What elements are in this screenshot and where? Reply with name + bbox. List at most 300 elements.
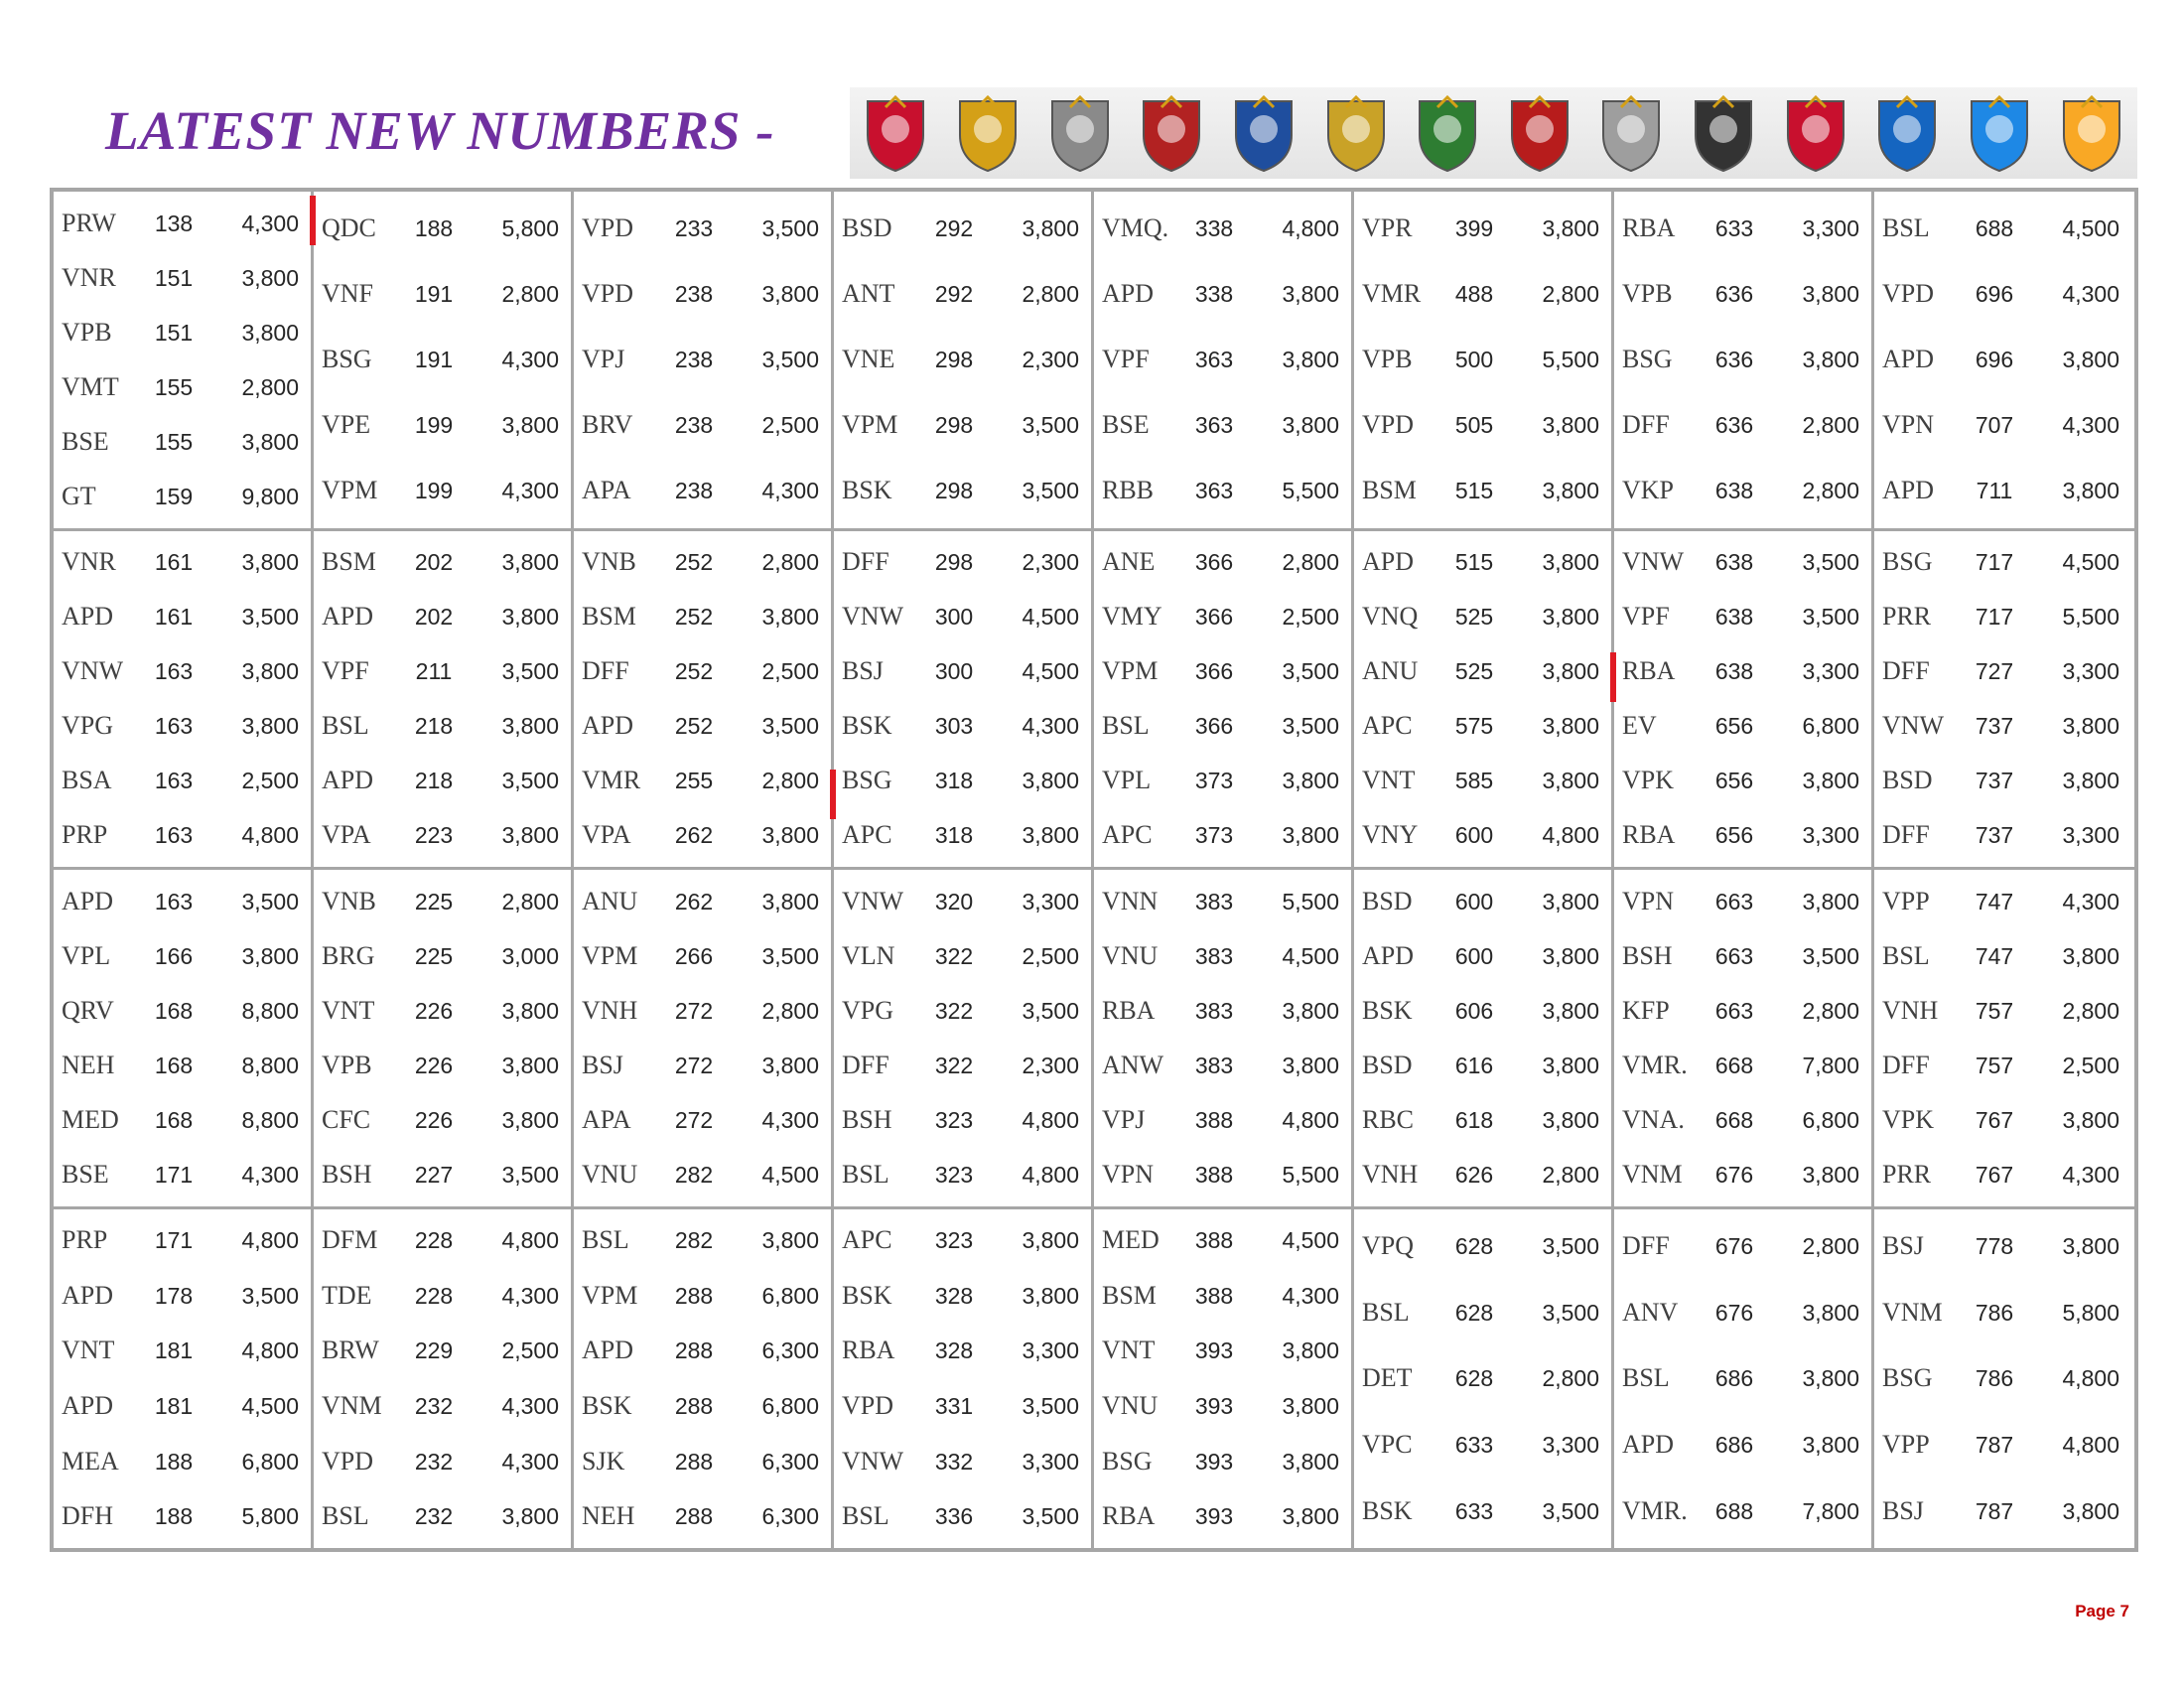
- plate-price: 3,500: [1542, 1497, 1599, 1524]
- plate-number: 585: [1454, 768, 1494, 794]
- plate-prefix: BSG: [1882, 1363, 1933, 1393]
- plate-entry: [314, 985, 571, 1037]
- plate-price: 2,800: [761, 768, 819, 794]
- plate-price: 4,500: [1022, 604, 1079, 631]
- plate-prefix: PRR: [1882, 602, 1932, 632]
- plate-entry: [1614, 1220, 1871, 1272]
- plate-prefix: MEA: [62, 1446, 119, 1476]
- plate-price: 3,500: [241, 888, 299, 914]
- plate-price: 2,800: [241, 373, 299, 400]
- plate-entry: [1094, 399, 1351, 451]
- plate-number: 737: [1975, 768, 2014, 794]
- plate-block: [834, 192, 1094, 531]
- plate-number: 166: [154, 942, 194, 969]
- plate-entry: [1614, 1149, 1871, 1200]
- plate-number: 618: [1454, 1106, 1494, 1133]
- plate-number: 727: [1975, 658, 2014, 685]
- plate-block: [574, 192, 834, 531]
- plate-price: 3,800: [501, 1503, 559, 1530]
- plate-prefix: PRR: [1882, 1159, 1932, 1189]
- plate-entry: [1874, 591, 2134, 642]
- plate-prefix: APD: [582, 711, 634, 741]
- plate-price: 4,800: [1282, 215, 1339, 242]
- plate-number: 696: [1975, 281, 2014, 308]
- plate-block: [54, 192, 314, 531]
- plate-entry: [574, 755, 831, 806]
- plate-entry: [1094, 1380, 1351, 1432]
- plate-number: 288: [674, 1448, 714, 1475]
- plate-number: 292: [934, 281, 974, 308]
- page-number: Page 7: [2075, 1602, 2129, 1620]
- plate-price: 3,500: [1802, 942, 1859, 969]
- plate-entry: [1094, 591, 1351, 642]
- plate-price: 3,800: [1282, 1052, 1339, 1078]
- plate-number: 181: [154, 1393, 194, 1420]
- plate-price: 6,800: [761, 1282, 819, 1309]
- plate-prefix: VPQ: [1362, 1230, 1415, 1260]
- perlis-crest-icon: [1033, 87, 1126, 179]
- plate-block: [1094, 192, 1354, 531]
- plate-number: 363: [1194, 412, 1234, 439]
- plate-prefix: VNR: [62, 547, 116, 577]
- plate-prefix: VNW: [1882, 711, 1945, 741]
- plate-price: 3,800: [1282, 347, 1339, 373]
- plate-number: 168: [154, 997, 194, 1024]
- plate-price: 2,800: [1802, 1232, 1859, 1259]
- plate-entry: [314, 1436, 571, 1487]
- plate-price: 3,800: [1802, 1299, 1859, 1326]
- plate-prefix: VPG: [62, 711, 114, 741]
- plate-prefix: TDE: [322, 1280, 372, 1310]
- plate-price: 2,500: [2062, 1052, 2119, 1078]
- plate-prefix: VPD: [582, 213, 634, 243]
- plate-number: 163: [154, 888, 194, 914]
- plate-prefix: VNB: [322, 886, 376, 915]
- plate-number: 266: [674, 942, 714, 969]
- plate-entry: [1874, 334, 2134, 385]
- plate-price: 4,800: [2062, 1365, 2119, 1392]
- plate-entry: [1094, 1490, 1351, 1542]
- plate-entry: [1614, 203, 1871, 254]
- plate-number: 787: [1975, 1431, 2014, 1458]
- plate-entry: [834, 809, 1091, 861]
- plate-number: 383: [1194, 942, 1234, 969]
- plate-number: 757: [1975, 997, 2014, 1024]
- plate-number: 155: [154, 428, 194, 455]
- plate-number: 668: [1714, 1052, 1754, 1078]
- plate-entry: [1874, 1094, 2134, 1146]
- plate-number: 199: [414, 412, 454, 439]
- plate-price: 3,800: [1542, 997, 1599, 1024]
- plate-entry: [314, 1380, 571, 1432]
- plate-entry: [574, 930, 831, 982]
- plate-number: 717: [1975, 549, 2014, 576]
- plate-number: 383: [1194, 997, 1234, 1024]
- plate-price: 3,800: [241, 428, 299, 455]
- plate-number: 638: [1714, 549, 1754, 576]
- plate-prefix: BSM: [582, 602, 636, 632]
- plate-number: 228: [414, 1227, 454, 1254]
- plate-number: 229: [414, 1337, 454, 1364]
- plate-entry: [1354, 755, 1611, 806]
- plate-entry: [1094, 268, 1351, 320]
- plate-price: 8,800: [241, 1106, 299, 1133]
- plate-price: 9,800: [241, 483, 299, 509]
- plate-entry: [54, 1094, 311, 1146]
- plate-number: 288: [674, 1503, 714, 1530]
- plate-price: 3,800: [1542, 1106, 1599, 1133]
- plate-entry: [1614, 465, 1871, 516]
- plate-entry: [1354, 1352, 1611, 1404]
- plate-prefix: VMY: [1102, 602, 1162, 632]
- plate-block: [574, 531, 834, 871]
- plate-price: 4,300: [2062, 888, 2119, 914]
- plate-price: 2,800: [1802, 478, 1859, 504]
- plate-price: 3,800: [1282, 1503, 1339, 1530]
- plate-price: 5,800: [501, 215, 559, 242]
- plate-price: 3,800: [501, 412, 559, 439]
- plate-number: 656: [1714, 768, 1754, 794]
- plate-number: 226: [414, 1106, 454, 1133]
- plate-price: 6,300: [761, 1448, 819, 1475]
- plate-prefix: APC: [1102, 820, 1153, 850]
- plate-price: 3,800: [761, 1052, 819, 1078]
- plate-price: 3,800: [501, 1106, 559, 1133]
- plate-entry: [54, 471, 311, 522]
- plate-number: 328: [934, 1282, 974, 1309]
- plate-prefix: BSG: [322, 345, 372, 374]
- plate-price: 4,300: [501, 1282, 559, 1309]
- plate-entry: [54, 876, 311, 927]
- plate-price: 2,500: [1282, 604, 1339, 631]
- plate-prefix: BRG: [322, 940, 375, 970]
- plate-price: 3,800: [241, 713, 299, 740]
- plate-number: 636: [1714, 281, 1754, 308]
- plate-price: 3,800: [241, 549, 299, 576]
- plate-number: 238: [674, 412, 714, 439]
- plate-number: 223: [414, 822, 454, 849]
- plate-prefix: DFF: [842, 1050, 889, 1079]
- plate-prefix: VPB: [1622, 279, 1673, 309]
- plate-price: 3,800: [761, 604, 819, 631]
- plate-price: 4,300: [2062, 1161, 2119, 1188]
- plate-prefix: KFP: [1622, 995, 1670, 1025]
- plate-block: [1094, 1209, 1354, 1549]
- plate-price: 4,500: [1282, 1227, 1339, 1254]
- plate-block: [314, 192, 574, 531]
- plate-entry: [314, 1094, 571, 1146]
- plate-number: 161: [154, 549, 194, 576]
- plate-number: 332: [934, 1448, 974, 1475]
- plate-number: 628: [1454, 1299, 1494, 1326]
- plate-price: 3,800: [1022, 768, 1079, 794]
- plate-prefix: VNT: [1362, 766, 1416, 795]
- plate-entry: [574, 1490, 831, 1542]
- plate-price: 3,800: [2062, 1106, 2119, 1133]
- plate-entry: [54, 198, 311, 249]
- plate-price: 3,300: [1802, 658, 1859, 685]
- plate-entry: [1094, 876, 1351, 927]
- plate-entry: [54, 1149, 311, 1200]
- plate-number: 138: [154, 210, 194, 236]
- plate-entry: [1874, 465, 2134, 516]
- plate-block: [1354, 870, 1614, 1209]
- plate-entry: [574, 1380, 831, 1432]
- plate-entry: [574, 268, 831, 320]
- plate-entry: [834, 536, 1091, 588]
- plate-entry: [54, 985, 311, 1037]
- plate-prefix: MED: [62, 1104, 119, 1134]
- plate-price: 3,800: [1542, 412, 1599, 439]
- plate-number: 161: [154, 604, 194, 631]
- plate-number: 168: [154, 1052, 194, 1078]
- plate-entry: [834, 1436, 1091, 1487]
- plate-price: 4,500: [761, 1161, 819, 1188]
- plate-entry: [834, 1214, 1091, 1266]
- plate-entry: [1354, 1485, 1611, 1537]
- plate-prefix: VPR: [1362, 213, 1413, 243]
- plate-entry: [834, 755, 1091, 806]
- plate-entry: [834, 591, 1091, 642]
- plate-prefix: DFF: [1622, 1230, 1670, 1260]
- plate-prefix: VPK: [1622, 766, 1675, 795]
- plate-price: 3,800: [241, 942, 299, 969]
- plate-price: 3,500: [1542, 1299, 1599, 1326]
- plate-entry: [1354, 809, 1611, 861]
- plate-prefix: BSE: [62, 1159, 109, 1189]
- penang-crest-icon: [1861, 87, 1954, 179]
- plate-prefix: VPF: [322, 656, 369, 686]
- plate-number: 181: [154, 1337, 194, 1364]
- plate-price: 2,800: [1802, 412, 1859, 439]
- plate-price: 3,500: [1022, 1393, 1079, 1420]
- plate-price: 2,500: [1022, 942, 1079, 969]
- plate-number: 786: [1975, 1365, 2014, 1392]
- johor-crest-icon: [1126, 87, 1218, 179]
- plate-price: 3,800: [501, 713, 559, 740]
- plate-entry: [574, 334, 831, 385]
- plate-entry: [574, 1040, 831, 1091]
- plate-entry: [1614, 1287, 1871, 1338]
- plate-price: 4,800: [241, 1227, 299, 1254]
- plate-entry: [834, 1094, 1091, 1146]
- plate-prefix: DFM: [322, 1225, 378, 1255]
- plate-entry: [574, 203, 831, 254]
- plate-prefix: ANU: [582, 886, 638, 915]
- plate-prefix: BSL: [1882, 940, 1930, 970]
- plate-prefix: MED: [1102, 1225, 1160, 1255]
- plate-number: 778: [1975, 1232, 2014, 1259]
- plate-price: 3,300: [1802, 215, 1859, 242]
- plate-number: 767: [1975, 1161, 2014, 1188]
- plate-block: [1874, 870, 2134, 1209]
- plate-entry: [1094, 1436, 1351, 1487]
- number-plate-table: [50, 188, 2138, 1552]
- plate-price: 3,800: [1542, 768, 1599, 794]
- plate-prefix: BRW: [322, 1336, 379, 1365]
- plate-entry: [1354, 203, 1611, 254]
- plate-prefix: APD: [1102, 279, 1155, 309]
- plate-number: 388: [1194, 1106, 1234, 1133]
- plate-prefix: APC: [1362, 711, 1413, 741]
- plate-price: 3,500: [1802, 604, 1859, 631]
- plate-entry: [574, 465, 831, 516]
- kelantan-crest-icon: [1309, 87, 1402, 179]
- plate-number: 298: [934, 478, 974, 504]
- plate-entry: [834, 1270, 1091, 1322]
- plate-prefix: VMR: [582, 766, 641, 795]
- plate-prefix: VPF: [1102, 345, 1150, 374]
- plate-entry: [1614, 1485, 1871, 1537]
- plate-number: 600: [1454, 822, 1494, 849]
- plate-entry: [574, 809, 831, 861]
- plate-price: 3,800: [1282, 281, 1339, 308]
- plate-entry: [574, 399, 831, 451]
- plate-number: 218: [414, 768, 454, 794]
- plate-entry: [314, 399, 571, 451]
- plate-entry: [314, 645, 571, 697]
- plate-price: 3,300: [1022, 888, 1079, 914]
- plate-prefix: VNT: [62, 1336, 115, 1365]
- plate-entry: [574, 1325, 831, 1376]
- plate-entry: [1094, 203, 1351, 254]
- plate-entry: [1354, 334, 1611, 385]
- plate-price: 4,500: [241, 1393, 299, 1420]
- plate-prefix: BSL: [1362, 1297, 1410, 1327]
- plate-prefix: VPL: [1102, 766, 1152, 795]
- plate-block: [314, 1209, 574, 1549]
- plate-number: 171: [154, 1161, 194, 1188]
- plate-number: 151: [154, 264, 194, 291]
- plate-number: 366: [1194, 658, 1234, 685]
- plate-prefix: VMQ.: [1102, 213, 1169, 243]
- plate-price: 3,000: [501, 942, 559, 969]
- plate-prefix: VPN: [1102, 1159, 1155, 1189]
- plate-entry: [1354, 591, 1611, 642]
- plate-entry: [834, 1325, 1091, 1376]
- plate-prefix: DFF: [1622, 410, 1670, 440]
- plate-number: 366: [1194, 549, 1234, 576]
- plate-entry: [1094, 1214, 1351, 1266]
- plate-number: 188: [414, 215, 454, 242]
- plate-entry: [1874, 203, 2134, 254]
- plate-entry: [1094, 755, 1351, 806]
- plate-number: 202: [414, 549, 454, 576]
- plate-number: 688: [1714, 1497, 1754, 1524]
- plate-number: 505: [1454, 412, 1494, 439]
- plate-number: 488: [1454, 281, 1494, 308]
- plate-price: 2,800: [761, 997, 819, 1024]
- plate-number: 226: [414, 1052, 454, 1078]
- plate-prefix: DET: [1362, 1363, 1413, 1393]
- plate-number: 320: [934, 888, 974, 914]
- plate-prefix: NEH: [62, 1050, 115, 1079]
- plate-prefix: RBA: [1102, 995, 1156, 1025]
- plate-number: 318: [934, 822, 974, 849]
- plate-number: 232: [414, 1448, 454, 1475]
- plate-number: 366: [1194, 713, 1234, 740]
- plate-entry: [1354, 876, 1611, 927]
- plate-entry: [1874, 809, 2134, 861]
- plate-entry: [1614, 334, 1871, 385]
- plate-price: 3,800: [761, 822, 819, 849]
- plate-number: 686: [1714, 1431, 1754, 1458]
- plate-entry: [54, 1325, 311, 1376]
- plate-price: 3,300: [1802, 822, 1859, 849]
- plate-price: 2,800: [501, 888, 559, 914]
- plate-entry: [1874, 1149, 2134, 1200]
- plate-prefix: VNR: [62, 262, 116, 292]
- plate-prefix: PRP: [62, 1225, 108, 1255]
- plate-price: 4,500: [2062, 215, 2119, 242]
- plate-number: 628: [1454, 1365, 1494, 1392]
- plate-price: 5,500: [1282, 478, 1339, 504]
- plate-number: 300: [934, 604, 974, 631]
- plate-prefix: VMT: [62, 371, 119, 401]
- plate-number: 323: [934, 1227, 974, 1254]
- plate-price: 3,800: [1542, 478, 1599, 504]
- plate-number: 163: [154, 768, 194, 794]
- plate-price: 3,800: [241, 658, 299, 685]
- plate-prefix: APD: [582, 1336, 634, 1365]
- plate-prefix: APD: [1882, 345, 1935, 374]
- plate-number: 288: [674, 1393, 714, 1420]
- plate-prefix: EV: [1622, 711, 1657, 741]
- plate-entry: [1614, 536, 1871, 588]
- plate-number: 191: [414, 347, 454, 373]
- plate-entry: [314, 1490, 571, 1542]
- plate-prefix: BSD: [1882, 766, 1933, 795]
- plate-prefix: RBA: [1622, 820, 1676, 850]
- plate-price: 4,500: [2062, 549, 2119, 576]
- plate-block: [1614, 531, 1874, 871]
- plate-number: 323: [934, 1161, 974, 1188]
- plate-number: 656: [1714, 713, 1754, 740]
- plate-prefix: VNU: [1102, 1391, 1159, 1421]
- plate-price: 3,300: [1542, 1431, 1599, 1458]
- plate-number: 298: [934, 549, 974, 576]
- plate-price: 7,800: [1802, 1497, 1859, 1524]
- melaka-crest-icon: [1402, 87, 1494, 179]
- selangor-crest-icon: [1769, 87, 1861, 179]
- plate-prefix: VPP: [1882, 886, 1930, 915]
- plate-entry: [574, 700, 831, 752]
- plate-entry: [1094, 1270, 1351, 1322]
- plate-prefix: VPM: [842, 410, 898, 440]
- plate-prefix: BSL: [582, 1225, 629, 1255]
- plate-block: [54, 531, 314, 871]
- plate-prefix: VNU: [582, 1159, 638, 1189]
- plate-price: 2,500: [501, 1337, 559, 1364]
- plate-prefix: APC: [842, 820, 892, 850]
- plate-number: 318: [934, 768, 974, 794]
- plate-price: 3,800: [1542, 713, 1599, 740]
- plate-price: 3,800: [2062, 942, 2119, 969]
- plate-prefix: VNW: [842, 602, 904, 632]
- plate-number: 228: [414, 1282, 454, 1309]
- plate-price: 3,500: [1022, 1503, 1079, 1530]
- plate-number: 328: [934, 1337, 974, 1364]
- plate-number: 363: [1194, 347, 1234, 373]
- plate-prefix: VNM: [1882, 1297, 1943, 1327]
- plate-prefix: APD: [62, 1280, 114, 1310]
- plate-prefix: APD: [62, 1391, 114, 1421]
- plate-number: 633: [1454, 1497, 1494, 1524]
- plate-entry: [834, 268, 1091, 320]
- plate-price: 3,500: [241, 604, 299, 631]
- plate-number: 786: [1975, 1299, 2014, 1326]
- plate-prefix: VPF: [1622, 602, 1670, 632]
